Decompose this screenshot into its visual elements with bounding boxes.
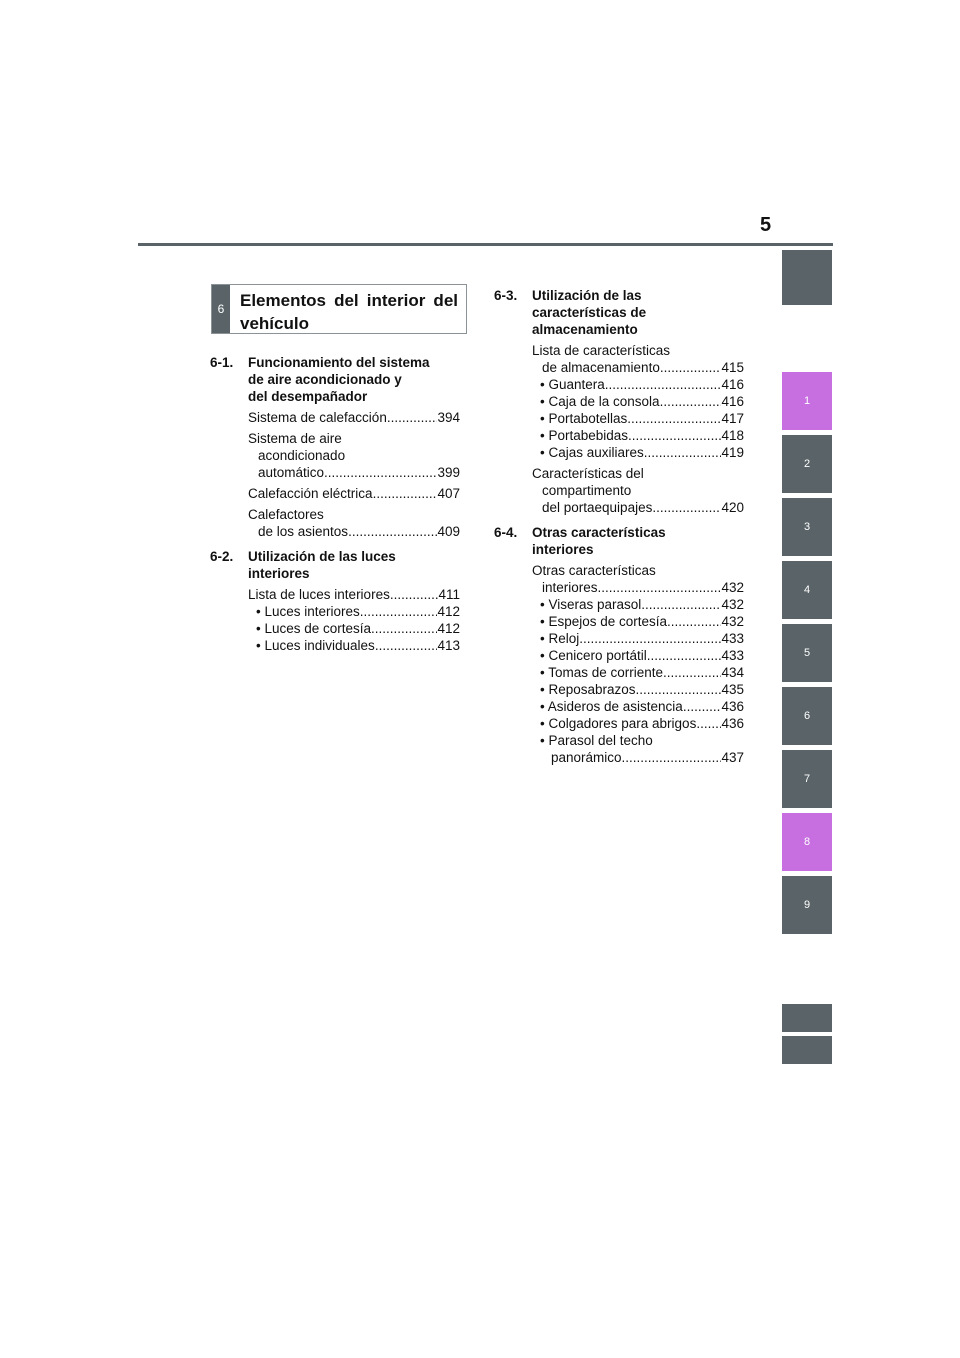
toc-entry-text: panorámico: [551, 750, 622, 765]
toc-page-number: 433: [721, 648, 744, 663]
toc-entry-text: • Portabebidas: [540, 428, 629, 443]
toc-entry: [248, 586, 460, 654]
toc-subentry-link[interactable]: [532, 376, 744, 393]
toc-group: [494, 524, 744, 766]
toc-entry-text: • Asideros de asistencia: [540, 699, 683, 714]
toc-page-number: 413: [437, 638, 460, 653]
toc-left-column: [210, 354, 460, 662]
toc-page-number: 411: [438, 587, 460, 602]
toc-page-number: 399: [437, 465, 460, 480]
toc-entry-link[interactable]: [248, 464, 460, 481]
toc-group-title: Utilización de las luces interiores: [248, 549, 396, 581]
toc-subentry-link[interactable]: [532, 749, 744, 766]
toc-group-number: 6-2.: [210, 549, 234, 564]
toc-page-number: 432: [721, 614, 744, 629]
toc-group-title: Utilización de las características de almacenamiento: [532, 288, 647, 337]
toc-right-column: [494, 287, 744, 774]
toc-page-number: 416: [721, 377, 744, 392]
toc-page-number: 437: [721, 750, 744, 765]
chapter-tab-8[interactable]: 8: [782, 813, 832, 871]
toc-entry-text: Lista de luces interiores: [248, 587, 390, 602]
toc-entry-text: • Cajas auxiliares: [540, 445, 644, 460]
toc-subentry-link[interactable]: [532, 596, 744, 613]
toc-leader-dots: [387, 409, 438, 426]
toc-leader-dots: [598, 579, 722, 596]
toc-subentry-line: • Parasol del techo: [540, 733, 653, 748]
toc-page-number: 417: [721, 411, 744, 426]
chapter-tab-4[interactable]: 4: [782, 561, 832, 619]
toc-entry-text: • Espejos de cortesía: [540, 614, 668, 629]
toc-page-number: 416: [721, 394, 744, 409]
toc-group-number: 6-3.: [494, 288, 518, 303]
toc-group: [494, 287, 744, 516]
toc-subentry-link[interactable]: [248, 603, 460, 620]
toc-entry-text: automático: [258, 465, 325, 480]
toc-page-number: 418: [721, 428, 744, 443]
toc-entry-link[interactable]: [532, 499, 744, 516]
toc-entry-line: Características del: [532, 466, 644, 481]
toc-leader-dots: [622, 749, 722, 766]
toc-leader-dots: [641, 596, 721, 613]
toc-group-heading: [210, 354, 460, 405]
toc-leader-dots: [663, 664, 721, 681]
toc-subentry-link[interactable]: [532, 715, 744, 732]
toc-page-number: 412: [437, 604, 460, 619]
toc-group: [210, 548, 460, 654]
toc-leader-dots: [373, 485, 438, 502]
toc-leader-dots: [375, 637, 438, 654]
toc-entry-text: • Luces interiores: [256, 604, 360, 619]
toc-entry-link[interactable]: [532, 579, 744, 596]
toc-leader-dots: [605, 376, 722, 393]
toc-entry-text: Calefacción eléctrica: [248, 486, 373, 501]
toc-subentry-link[interactable]: [532, 444, 744, 461]
chapter-tab-7[interactable]: 7: [782, 750, 832, 808]
toc-leader-dots: [660, 359, 722, 376]
toc-leader-dots: [371, 620, 437, 637]
toc-entry-link[interactable]: [248, 523, 460, 540]
toc-subentry-link[interactable]: [532, 410, 744, 427]
toc-entry-text: de almacenamiento: [542, 360, 660, 375]
toc-leader-dots: [579, 630, 721, 647]
toc-entry-text: • Tomas de corriente: [540, 665, 664, 680]
toc-page-number: 432: [721, 580, 744, 595]
toc-page-number: 420: [721, 500, 744, 515]
toc-page-number: 436: [721, 699, 744, 714]
toc-entry-text: de los asientos: [258, 524, 349, 539]
toc-entry-link[interactable]: [248, 485, 460, 502]
toc-entry-line: Sistema de aire: [248, 431, 342, 446]
toc-entry-text: del portaequipajes: [542, 500, 653, 515]
toc-entry-text: • Luces de cortesía: [256, 621, 372, 636]
toc-entry-text: Sistema de calefacción: [248, 410, 387, 425]
toc-page-number: 415: [721, 360, 744, 375]
toc-group-title: Funcionamiento del sistema de aire acondicionado y del desempañador: [248, 355, 430, 404]
toc-page-number: 434: [721, 665, 744, 680]
toc-leader-dots: [348, 523, 437, 540]
toc-entry-text: • Guantera: [540, 377, 605, 392]
toc-group-number: 6-4.: [494, 525, 518, 540]
chapter-tab-1[interactable]: 1: [782, 372, 832, 430]
section-header: [211, 284, 467, 334]
toc-group-heading: [494, 524, 744, 558]
toc-page-number: 394: [437, 410, 460, 425]
toc-leader-dots: [360, 603, 438, 620]
toc-subentry-link[interactable]: [532, 613, 744, 630]
toc-entry: [248, 485, 460, 502]
page-number: 5: [760, 214, 772, 236]
toc-entry-text: • Reloj: [540, 631, 580, 646]
toc-leader-dots: [647, 647, 722, 664]
toc-group-heading: [210, 548, 460, 582]
section-number: 6: [212, 285, 230, 333]
toc-page-number: 409: [437, 524, 460, 539]
toc-subentry-link[interactable]: [248, 620, 460, 637]
toc-entry-line: compartimento: [542, 483, 632, 498]
toc-subentry-link[interactable]: [532, 647, 744, 664]
toc-page-number: 412: [437, 621, 460, 636]
chapter-tab-5[interactable]: 5: [782, 624, 832, 682]
chapter-tab-blank[interactable]: [782, 250, 832, 305]
toc-entry: [248, 430, 460, 481]
toc-page-number: 433: [721, 631, 744, 646]
toc-group: [210, 354, 460, 540]
toc-page-number: 432: [721, 597, 744, 612]
toc-group-title: Otras características interiores: [532, 525, 666, 557]
chapter-tab-6[interactable]: 6: [782, 687, 832, 745]
toc-entry-text: interiores: [542, 580, 598, 595]
toc-entry-line: Otras características: [532, 563, 656, 578]
toc-leader-dots: [636, 681, 722, 698]
toc-entry: [532, 465, 744, 516]
toc-subentry-link[interactable]: [532, 681, 744, 698]
toc-leader-dots: [627, 410, 721, 427]
toc-entry-line: acondicionado: [258, 448, 346, 463]
toc-entry-link[interactable]: [532, 359, 744, 376]
toc-page-number: 407: [437, 486, 460, 501]
toc-subentry-link[interactable]: [532, 427, 744, 444]
toc-leader-dots: [390, 586, 439, 603]
toc-leader-dots: [324, 464, 437, 481]
toc-page-number: 435: [721, 682, 744, 697]
toc-entry-text: • Viseras parasol: [540, 597, 642, 612]
toc-entry: [532, 562, 744, 766]
toc-group-heading: [494, 287, 744, 338]
toc-page-number: 436: [721, 716, 744, 731]
toc-entry-link[interactable]: [248, 409, 460, 426]
chapter-tab-2[interactable]: 2: [782, 435, 832, 493]
toc-entry: [248, 409, 460, 426]
toc-page-number: 419: [721, 445, 744, 460]
toc-entry-line: Lista de características: [532, 343, 671, 358]
toc-leader-dots: [683, 698, 722, 715]
toc-entry: [248, 506, 460, 540]
toc-entry-text: • Cenicero portátil: [540, 648, 647, 663]
chapter-tab-blank[interactable]: [782, 1004, 832, 1032]
toc-leader-dots: [644, 444, 722, 461]
toc-subentry-link[interactable]: [532, 393, 744, 410]
toc-group-number: 6-1.: [210, 355, 234, 370]
toc-subentry-link[interactable]: [532, 698, 744, 715]
toc-leader-dots: [628, 427, 721, 444]
toc-leader-dots: [696, 715, 721, 732]
toc-entry-line: Calefactores: [248, 507, 324, 522]
header-rule: [138, 243, 833, 246]
toc-entry-text: • Luces individuales: [256, 638, 375, 653]
toc-leader-dots: [652, 499, 721, 516]
toc-subentry-link[interactable]: [532, 664, 744, 681]
toc-leader-dots: [660, 393, 722, 410]
toc-entry-text: • Caja de la consola: [540, 394, 660, 409]
toc-entry-text: • Reposabrazos: [540, 682, 636, 697]
toc-subentry-link[interactable]: [248, 637, 460, 654]
toc-leader-dots: [667, 613, 721, 630]
chapter-tab-9[interactable]: 9: [782, 876, 832, 934]
section-title: Elementos del interior del vehículo: [240, 291, 458, 333]
chapter-tab-3[interactable]: 3: [782, 498, 832, 556]
toc-entry-link[interactable]: [248, 586, 460, 603]
toc-entry-text: • Colgadores para abrigos: [540, 716, 697, 731]
chapter-tab-blank[interactable]: [782, 1036, 832, 1064]
toc-entry-text: • Portabotellas: [540, 411, 628, 426]
toc-subentry-link[interactable]: [532, 630, 744, 647]
toc-entry: [532, 342, 744, 461]
